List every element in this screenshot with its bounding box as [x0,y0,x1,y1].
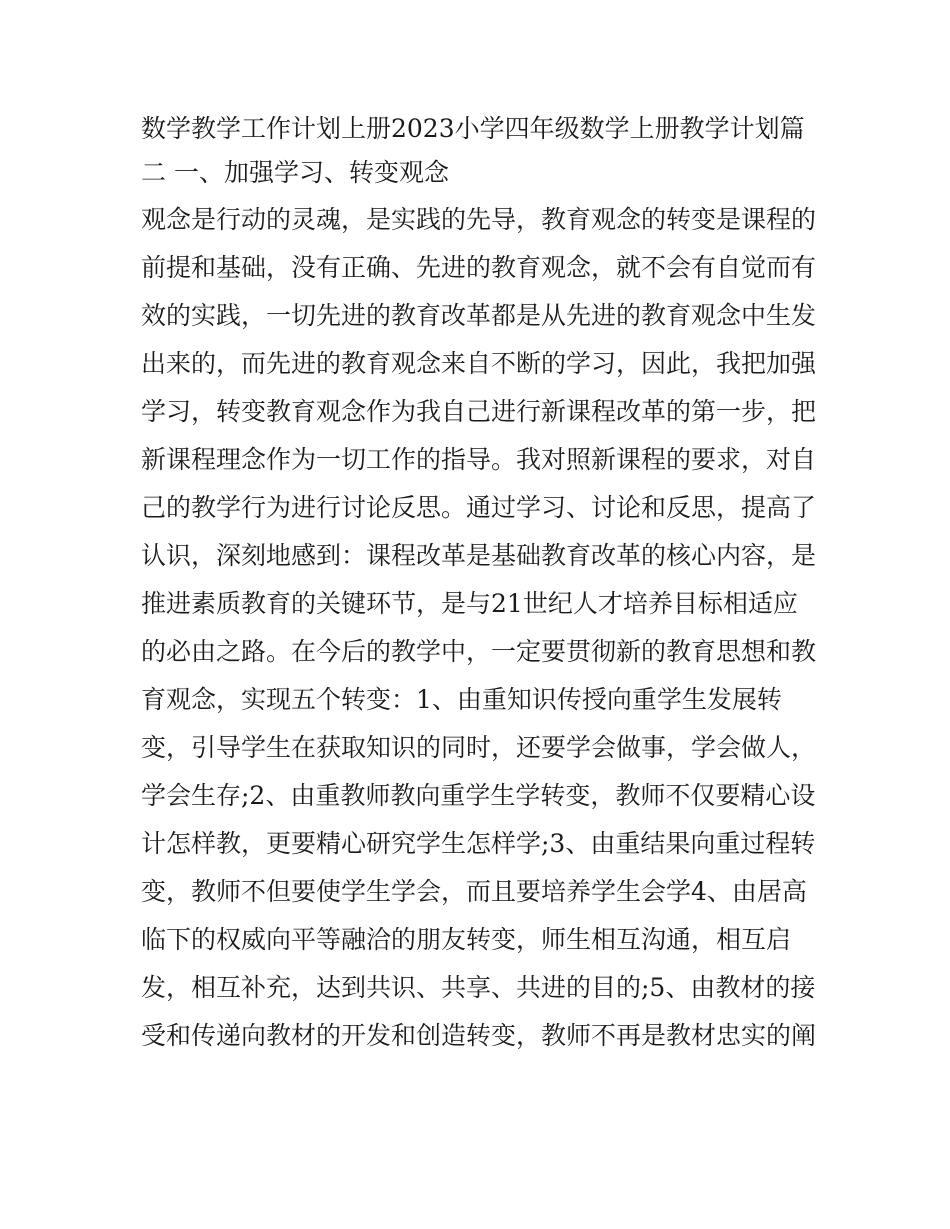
body-line: 受和传递向教材的开发和创造转变，教师不再是教材忠实的阐 [141,1021,817,1050]
title-line-2: 二 一、加强学习、转变观念 [141,158,449,187]
body-line: 己的教学行为进行讨论反思。通过学习、讨论和反思，提高了 [141,493,817,522]
document-text [141,108,821,1060]
body-line: 观念是行动的灵魂，是实践的先导，教育观念的转变是课程的 [141,205,817,234]
body-line: 发，相互补充，达到共识、共享、共进的目的;5、由教材的接 [141,973,816,1002]
body-line: 变，引导学生在获取知识的同时，还要学会做事，学会做人， [141,733,817,762]
body-line: 临下的权威向平等融洽的朋友转变，师生相互沟通，相互启 [141,925,792,954]
body-line: 育观念，实现五个转变：1、由重知识传授向重学生发展转 [141,685,782,714]
body-line: 认识，深刻地感到：课程改革是基础教育改革的核心内容，是 [141,541,817,570]
body-line: 前提和基础，没有正确、先进的教育观念，就不会有自觉而有 [141,253,817,282]
body-line: 新课程理念作为一切工作的指导。我对照新课程的要求，对自 [141,445,817,474]
body-line: 学会生存;2、由重教师教向重学生学转变，教师不仅要精心设 [141,781,816,810]
title-line-1: 数学教学工作计划上册2023小学四年级数学上册教学计划篇 [141,114,805,143]
body-line: 变，教师不但要使学生学会，而且要培养学生会学4、由居高 [141,877,807,906]
body-line: 计怎样教，更要精心研究学生怎样学;3、由重结果向重过程转 [141,829,816,858]
body-line: 推进素质教育的关键环节，是与21世纪人才培养目标相适应 [141,589,798,618]
body-line: 效的实践，一切先进的教育改革都是从先进的教育观念中生发 [141,301,817,330]
body-line: 学习，转变教育观念作为我自己进行新课程改革的第一步，把 [141,397,817,426]
body-line: 出来的，而先进的教育观念来自不断的学习，因此，我把加强 [141,349,817,378]
body-line: 的必由之路。在今后的教学中，一定要贯彻新的教育思想和教 [141,637,817,666]
